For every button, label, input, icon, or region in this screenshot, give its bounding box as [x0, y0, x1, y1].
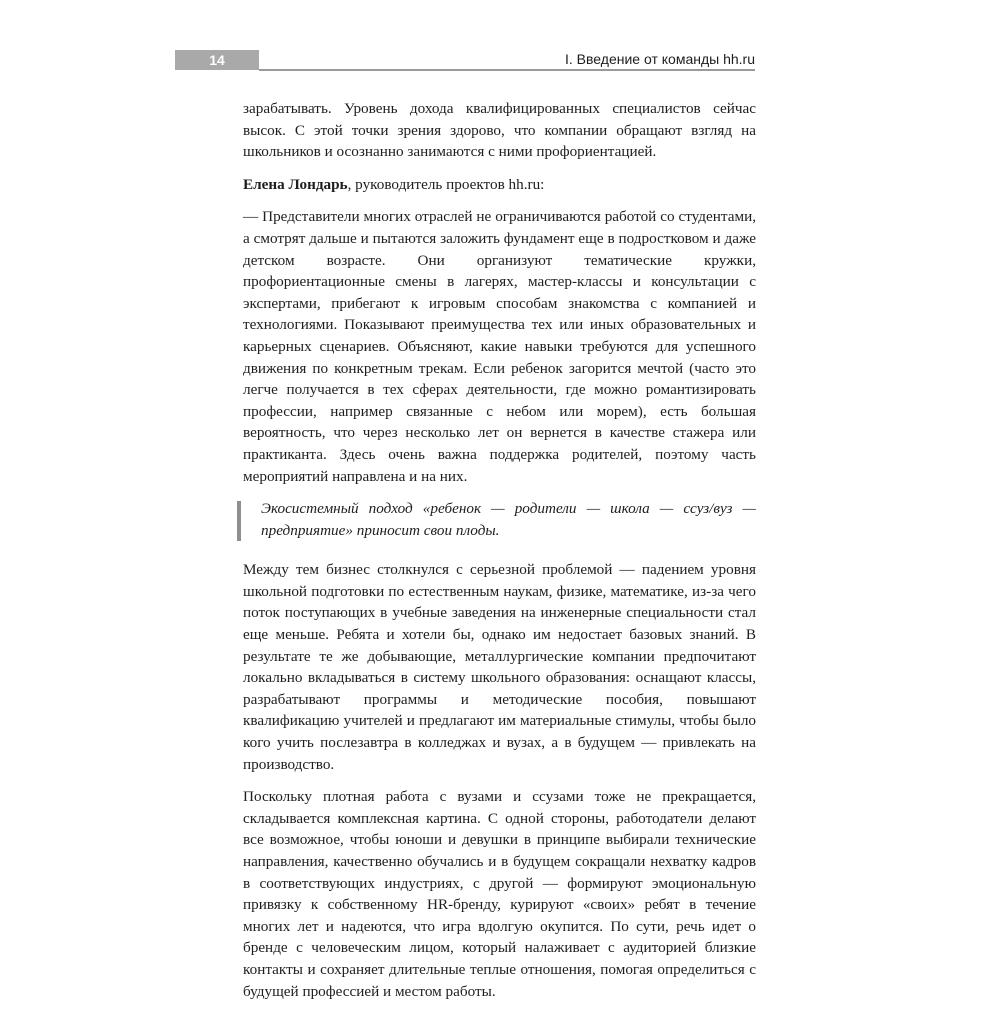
speaker-attribution — [243, 174, 756, 196]
running-title: I. Введение от команды hh.ru — [565, 51, 755, 67]
paragraph-continuation: зарабатывать. Уровень дохода квалифицированных специалистов сейчас высок. С этой точки зрения здорово, что компании обращают взгляд на школьников и осознанно занимаются с ними профориентацией. — [243, 100, 756, 161]
paragraph-comprehensive-picture: Поскольку плотная работа с вузами и ссузами тоже не прекращается, складывается комплексная картина. С одной стороны, работодатели делают все возможное, чтобы юноши и девушки в принципе выбирали технические направления, качественно обучались и в будущем сокращали нехватку кадров в соответствующих индустриях, с другой — формируют эмоциональную привязку к собственному HR-бренду, курируют «своих» ребят в течение многих лет и надеются, что игра вдолгую окупится. По сути, речь идет о бренде с человеческим лицом, который налаживает с аудиторией близкие контакты и сохраняет длительные теплые отношения, помогая определиться с будущей профессией и местом работы. — [243, 788, 756, 1000]
highlight-quote-text: Экосистемный подход «ребенок — родители — школа — ссуз/вуз — предприятие» приносит свои плоды. — [261, 500, 756, 539]
quote-bar — [237, 501, 241, 541]
quoted-paragraph: — Представители многих отраслей не ограничиваются работой со студентами, а смотрят дальше и пытаются заложить фундамент еще в подростковом и даже детском возрасте. Они организуют тематические кружки, профориентационные смены в лагерях, мастер-классы и консультации с экспертами, прибегают к игровым способам знакомства с компанией и технологиями. Показывают преимущества тех или иных образовательных и карьерных сценариев. Объясняют, какие навыки требуются для успешного движения по конкретным трекам. Если ребенок загорится мечтой (часто это легче получается в тех сферах деятельности, где можно романтизировать профессии, например связанные с небом или морем), есть большая вероятность, что через несколько лет он вернется в качестве стажера или практиканта. Здесь очень важна поддержка родителей, поэтому часть мероприятий направлена и на них. — [243, 208, 756, 485]
page-header — [175, 50, 755, 72]
highlight-quote — [237, 498, 756, 541]
speaker-title: , руководитель проектов hh.ru: — [347, 175, 545, 193]
page-number: 14 — [209, 52, 225, 68]
page-number-tab — [175, 50, 259, 70]
speaker-name: Елена Лондарь — [243, 175, 348, 193]
page-body — [243, 98, 756, 1013]
paragraph-business-problem: Между тем бизнес столкнулся с серьезной проблемой — падением уровня школьной подготовки по естественным наукам, физике, математике, из-за чего поток поступающих в учебные заведения на инженерные специальности стал еще меньше. Ребята и хотели бы, однако им недостает базовых знаний. В результате те же добывающие, металлургические компании предпочитают локально вкладываться в систему школьного образования: оснащают классы, разрабатывают программы и методические пособия, повышают квалификацию учителей и предлагают им материальные стимулы, чтобы было кого учить послезавтра в колледжах и вузах, а в будущем — привлекать на производство. — [243, 561, 756, 773]
header-rule — [259, 69, 755, 71]
